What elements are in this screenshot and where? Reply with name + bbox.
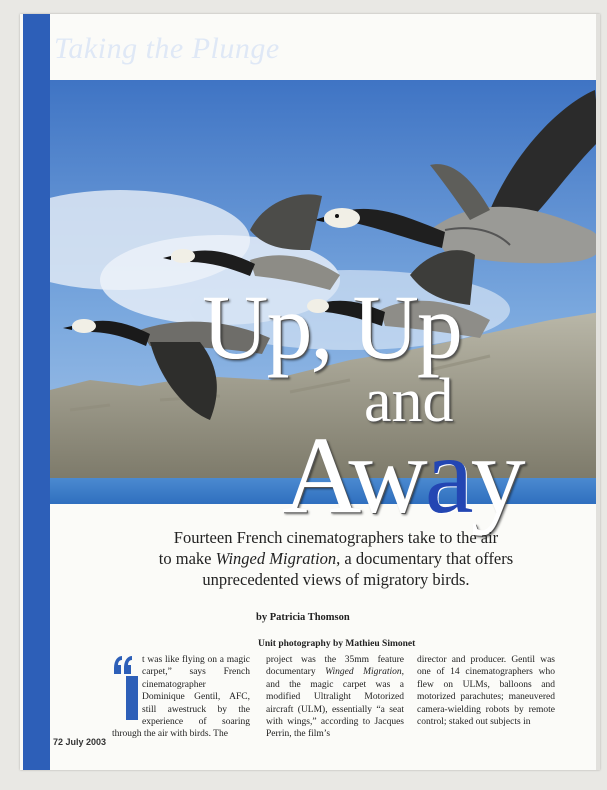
- headline-word-start: Aw: [282, 414, 425, 536]
- body-text-col-2-a: project was the 35mm feature documentary: [266, 655, 404, 678]
- body-column-1: [112, 654, 250, 741]
- deck-line-1: Fourteen French cinematographers take to the air: [173, 528, 499, 547]
- deck-line-3: unprecedented views of migratory birds.: [202, 570, 470, 589]
- headline-line-2: and: [364, 367, 454, 435]
- body-column-3: director and producer. Gentil was one of 14 cinematographers who flew on ULMs, balloons and motorized parachutes; maneuvered camera-wielding robots by remote control; staked out subjects in: [417, 655, 555, 728]
- section-head: Taking the Plunge: [54, 32, 280, 65]
- dropcap-quote-i-icon: [112, 654, 142, 722]
- deck-line-2-end: , a documentary that offers: [336, 549, 514, 568]
- byline: by Patricia Thomson: [256, 612, 350, 623]
- body-text-col-1: t was like flying on a magic carpet,” says French cinematographer Dominique Gentil, AFC, still awestruck by the experience of soaring through the air with birds. The: [112, 655, 250, 740]
- body-film-title: Winged Migration: [325, 667, 402, 678]
- headline-highlight-letter: a: [424, 414, 471, 536]
- headline-word-end: y: [470, 414, 523, 536]
- headline-line-3: [282, 412, 523, 539]
- headline-line-1: Up, Up: [202, 276, 461, 378]
- film-title: Winged Migration: [215, 549, 337, 568]
- magazine-page: [20, 14, 600, 770]
- photo-credit: Unit photography by Mathieu Simonet: [258, 639, 416, 649]
- deck-line-2: [126, 548, 546, 569]
- body-column-2: [266, 654, 404, 741]
- body-text-col-2-b: , and the magic carpet was a modified Ultralight Motorized aircraft (ULM), essentially “a seat with wings,” according to Jacques Perrin, the film’s: [266, 667, 404, 740]
- deck: [126, 527, 546, 590]
- blue-margin-bar: [23, 14, 50, 770]
- page-edge: [596, 14, 600, 770]
- deck-line-2-start: to make: [158, 549, 216, 568]
- folio: 72 July 2003: [53, 737, 107, 747]
